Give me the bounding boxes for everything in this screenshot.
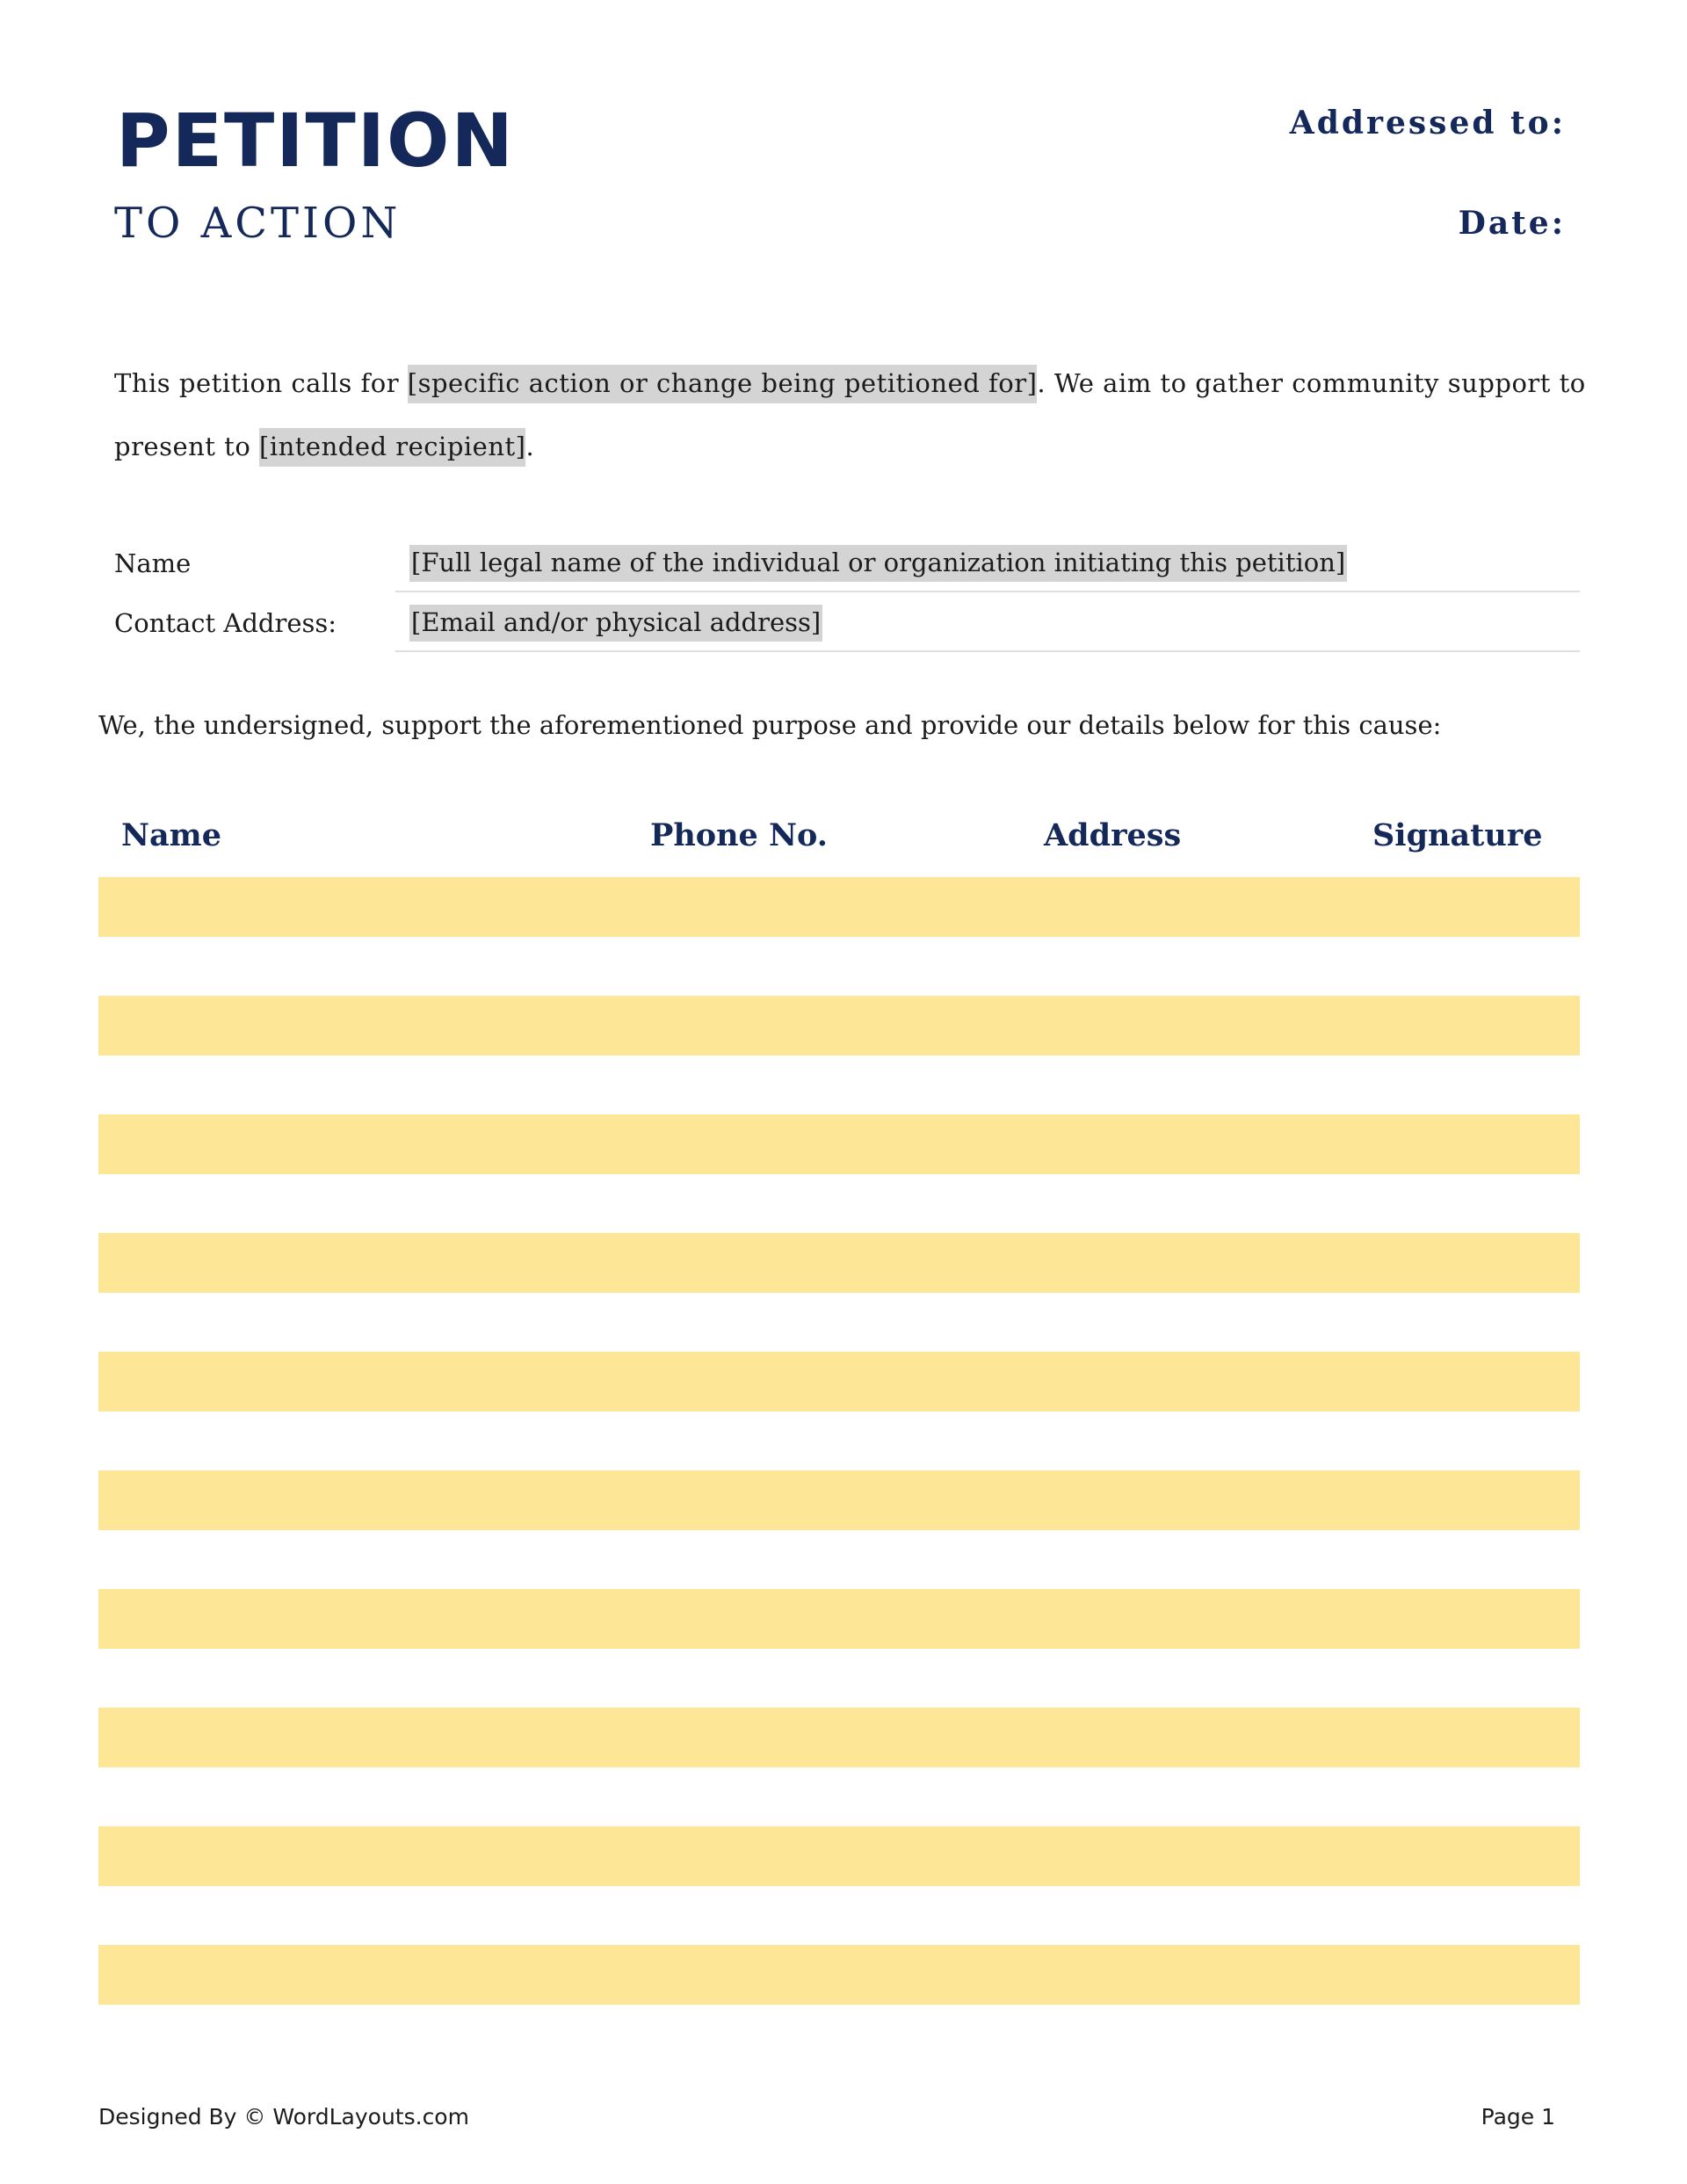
intro-text-2: . We aim to gather community support to present to [114,368,1586,461]
contact-address-field[interactable] [395,592,1580,652]
intro-text-3: . [525,432,535,461]
recipient-placeholder[interactable]: [intended recipient] [259,428,525,467]
signature-row[interactable] [98,1826,1580,1886]
undersigned-statement: We, the undersigned, support the aforementioned purpose and provide our details below for this cause: [98,710,1442,740]
signature-row[interactable] [98,1470,1580,1530]
initiator-name-row [114,533,1580,592]
action-placeholder[interactable]: [specific action or change being petitioned for] [408,365,1038,403]
contact-address-value[interactable]: [Email and/or physical address] [409,605,822,642]
signature-table [98,877,1580,2064]
addressed-to-label: Addressed to: [1289,105,1566,141]
signature-row[interactable] [98,1114,1580,1174]
page-number: Page 1 [1481,2104,1555,2130]
petition-subtitle: TO ACTION [114,199,402,248]
intro-text-1: This petition calls for [114,368,408,398]
petition-title: PETITION [116,98,515,184]
signature-row[interactable] [98,1352,1580,1411]
signature-row[interactable] [98,996,1580,1056]
column-header-address: Address [1044,817,1182,853]
column-header-signature: Signature [1372,817,1543,853]
date-label: Date: [1458,205,1566,242]
footer-credit: Designed By © WordLayouts.com [98,2104,469,2130]
column-header-phone: Phone No. [650,817,828,853]
initiator-name-label: Name [114,548,192,578]
intro-paragraph [114,352,1590,478]
signature-row[interactable] [98,1233,1580,1293]
signature-row[interactable] [98,1945,1580,2005]
signature-row[interactable] [98,1708,1580,1767]
contact-address-label: Contact Address: [114,608,337,638]
initiator-name-field[interactable] [395,533,1580,592]
signature-row[interactable] [98,1589,1580,1649]
contact-address-row [114,592,1580,652]
column-header-name: Name [121,817,221,853]
signature-row[interactable] [98,877,1580,937]
initiator-name-value[interactable]: [Full legal name of the individual or organization initiating this petition] [409,545,1347,582]
